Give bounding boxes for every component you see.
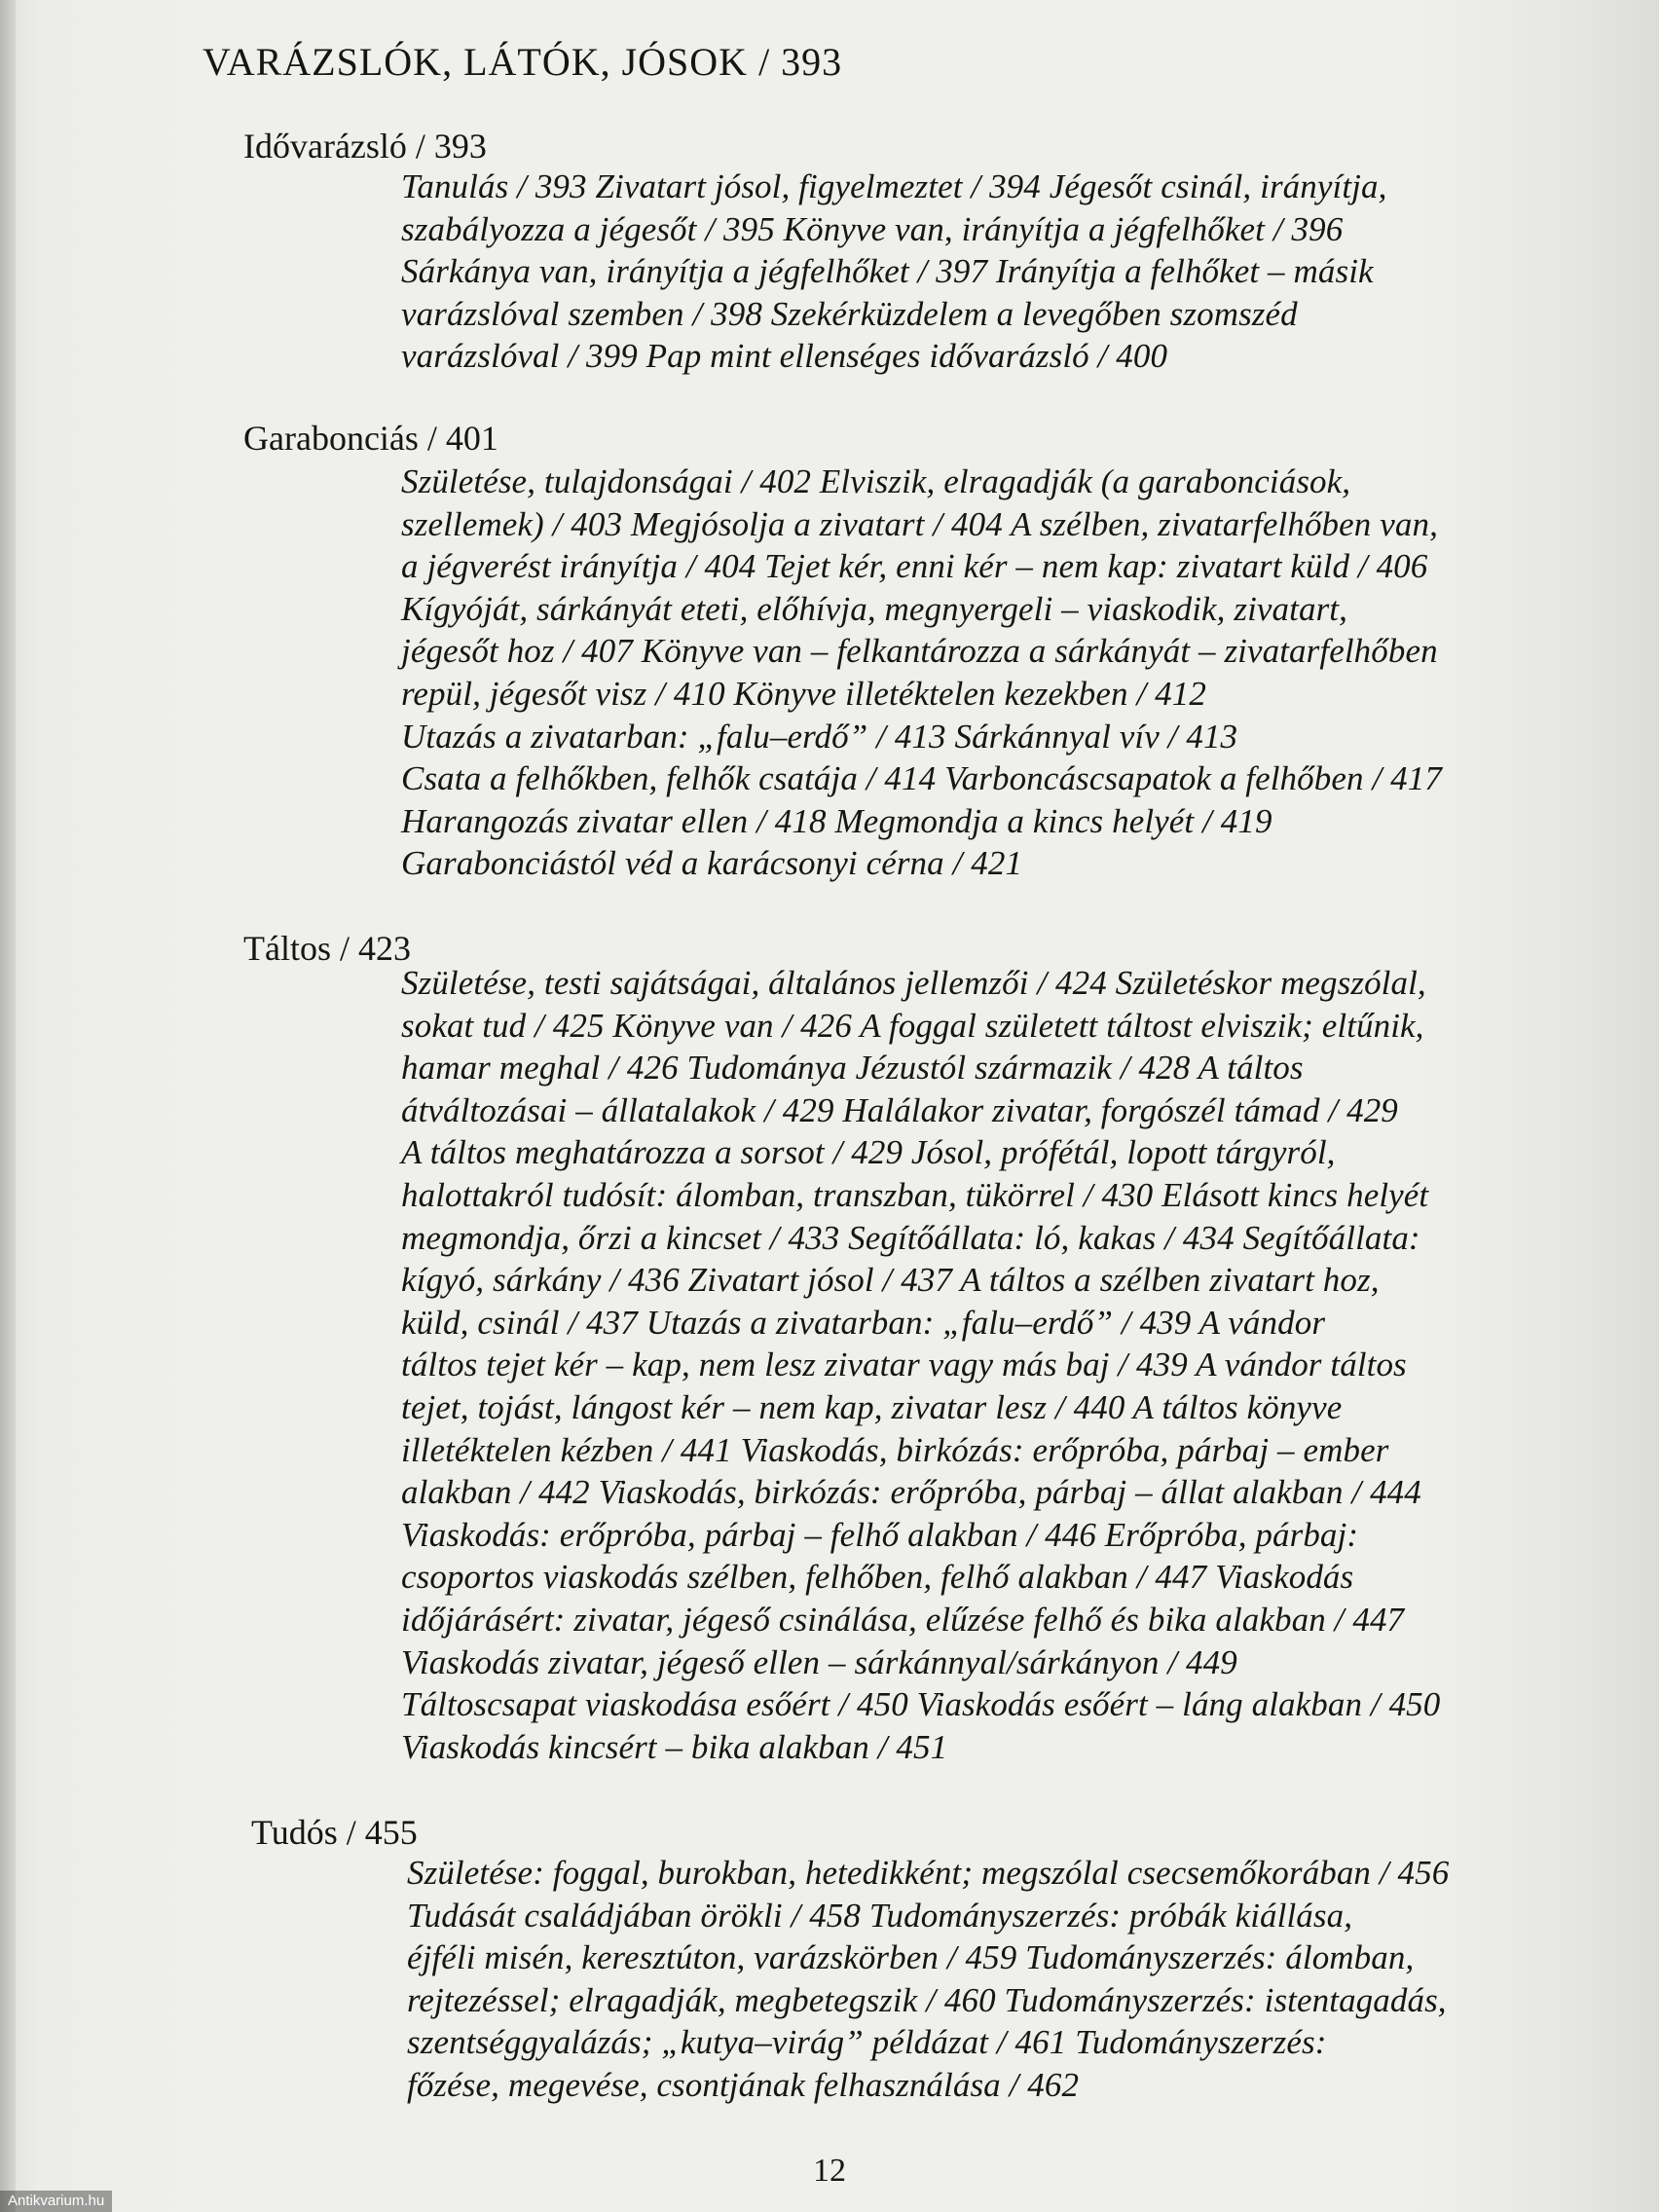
- body-line: varázslóval szemben / 398 Szekérküzdelem a levegőben szomszéd: [401, 294, 1298, 333]
- body-line: szentséggyalázás; „kutya–virág” példázat / 461 Tudományszerzés:: [407, 2023, 1327, 2062]
- section-body: [401, 962, 1550, 1768]
- section-body: [401, 461, 1550, 885]
- body-line: Tanulás / 393 Zivatart jósol, figyelmeztet / 394 Jégesőt csinál, irányítja,: [401, 167, 1387, 205]
- body-line: Utazás a zivatarban: „falu–erdő” / 413 Sárkánnyal vív / 413: [401, 717, 1238, 756]
- body-line: megmondja, őrzi a kincset / 433 Segítőállata: ló, kakas / 434 Segítőállata:: [401, 1218, 1420, 1257]
- body-line: alakban / 442 Viaskodás, birkózás: erőpróba, párbaj – állat alakban / 444: [401, 1473, 1421, 1512]
- page-edge: [0, 0, 16, 2212]
- body-line: halottakról tudósít: álomban, transzban, tükörrel / 430 Elásott kincs helyét: [401, 1175, 1429, 1214]
- body-line: Születése, testi sajátságai, általános jellemzői / 424 Születéskor megszólal,: [401, 964, 1426, 1002]
- section-title: Idővarázsló / 393: [243, 127, 487, 166]
- body-line: szellemek) / 403 Megjósolja a zivatart / 404 A szélben, zivatarfelhőben van,: [401, 504, 1438, 543]
- body-line: tejet, tojást, lángost kér – nem kap, zivatar lesz / 440 A táltos könyve: [401, 1387, 1343, 1426]
- body-line: főzése, megevése, csontjának felhasználása / 462: [407, 2065, 1080, 2104]
- body-line: kígyó, sárkány / 436 Zivatart jósol / 437 A táltos a szélben zivatart hoz,: [401, 1261, 1380, 1300]
- body-line: repül, jégesőt visz / 410 Könyve illetéktelen kezekben / 412: [401, 674, 1206, 713]
- body-line: Viaskodás zivatar, jégeső ellen – sárkánnyal/sárkányon / 449: [401, 1642, 1237, 1681]
- body-line: Viaskodás: erőpróba, párbaj – felhő alakban / 446 Erőpróba, párbaj:: [401, 1515, 1359, 1554]
- body-line: illetéktelen kézben / 441 Viaskodás, birkózás: erőpróba, párbaj – ember: [401, 1430, 1389, 1469]
- chapter-title: VARÁZSLÓK, LÁTÓK, JÓSOK / 393: [203, 40, 843, 84]
- section-title: Garabonciás / 401: [243, 419, 498, 458]
- page-number: 12: [813, 2153, 846, 2189]
- body-line: Táltoscsapat viaskodása esőért / 450 Viaskodás esőért – láng alakban / 450: [401, 1685, 1441, 1724]
- watermark: Antikvarium.hu: [0, 2191, 112, 2212]
- body-line: Csata a felhőkben, felhők csatája / 414 Varboncáscsapatok a felhőben / 417: [401, 759, 1442, 798]
- body-line: rejtezéssel; elragadják, megbetegszik / 460 Tudományszerzés: istentagadás,: [407, 1980, 1447, 2019]
- body-line: jégesőt hoz / 407 Könyve van – felkantározza a sárkányát – zivatarfelhőben: [401, 632, 1438, 671]
- body-line: Harangozás zivatar ellen / 418 Megmondja a kincs helyét / 419: [401, 801, 1272, 840]
- body-line: éjféli misén, keresztúton, varázskörben / 459 Tudományszerzés: álomban,: [407, 1938, 1415, 1977]
- body-line: átváltozásai – állatalakok / 429 Halálakor zivatar, forgószél támad / 429: [401, 1090, 1398, 1129]
- section-body: [407, 1852, 1556, 2107]
- body-line: Viaskodás kincsért – bika alakban / 451: [401, 1727, 948, 1766]
- body-line: Tudását családjában örökli / 458 Tudományszerzés: próbák kiállása,: [407, 1896, 1353, 1935]
- body-line: Garabonciástól véd a karácsonyi cérna / 421: [401, 844, 1023, 883]
- body-line: időjárásért: zivatar, jégeső csinálása, elűzése felhő és bika alakban / 447: [401, 1600, 1405, 1639]
- body-line: A táltos meghatározza a sorsot / 429 Jósol, prófétál, lopott tárgyról,: [401, 1133, 1336, 1172]
- body-line: csoportos viaskodás szélben, felhőben, felhő alakban / 447 Viaskodás: [401, 1558, 1354, 1597]
- body-line: Kígyóját, sárkányát eteti, előhívja, megnyergeli – viaskodik, zivatart,: [401, 589, 1347, 628]
- section-body: [401, 166, 1550, 378]
- body-line: Születése: foggal, burokban, hetedikként; megszólal csecsemőkorában / 456: [407, 1854, 1450, 1892]
- body-line: varázslóval / 399 Pap mint ellenséges idővarázsló / 400: [401, 337, 1168, 376]
- body-line: a jégverést irányítja / 404 Tejet kér, enni kér – nem kap: zivatart küld / 406: [401, 547, 1428, 586]
- body-line: sokat tud / 425 Könyve van / 426 A foggal született táltost elviszik; eltűnik,: [401, 1006, 1424, 1045]
- body-line: táltos tejet kér – kap, nem lesz zivatar vagy más baj / 439 A vándor táltos: [401, 1346, 1407, 1384]
- section-title: Tudós / 455: [251, 1813, 418, 1852]
- body-line: szabályozza a jégesőt / 395 Könyve van, irányítja a jégfelhőket / 396: [401, 209, 1344, 248]
- body-line: Sárkánya van, irányítja a jégfelhőket / 397 Irányítja a felhőket – másik: [401, 252, 1374, 291]
- body-line: hamar meghal / 426 Tudománya Jézustól származik / 428 A táltos: [401, 1049, 1304, 1088]
- body-line: küld, csinál / 437 Utazás a zivatarban: „falu–erdő” / 439 A vándor: [401, 1303, 1326, 1342]
- body-line: Születése, tulajdonságai / 402 Elviszik, elragadják (a garabonciások,: [401, 462, 1351, 500]
- section-title: Táltos / 423: [243, 929, 411, 968]
